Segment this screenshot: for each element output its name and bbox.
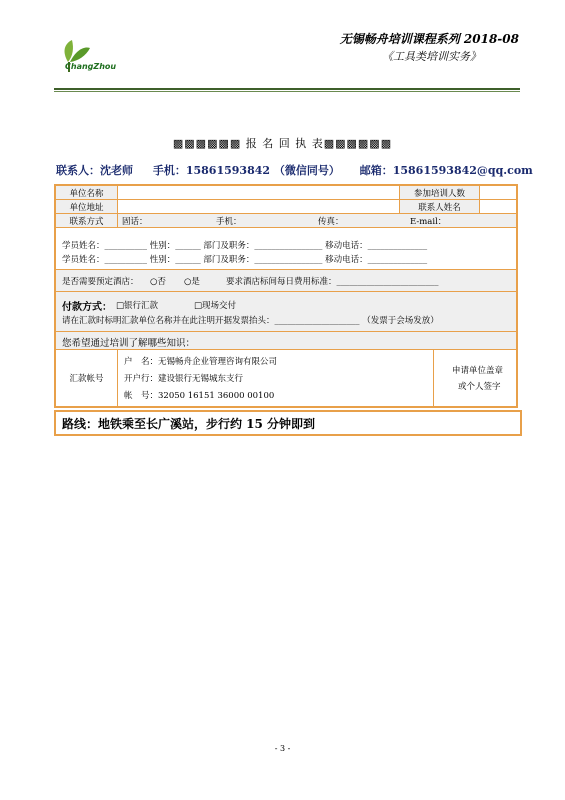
- participants-field[interactable]: [480, 186, 516, 199]
- contact-name-label: 联系人姓名: [400, 200, 480, 213]
- seal-line-1: 申请单位盖章: [452, 366, 504, 376]
- fax-label: 传真：: [318, 217, 344, 227]
- company-name-field[interactable]: [118, 186, 400, 199]
- form-title: ▩▩▩▩▩▩ 报 名 回 执 表▩▩▩▩▩▩: [172, 137, 393, 150]
- payment-onsite-checkbox[interactable]: □现场交付: [194, 301, 237, 311]
- page-number: - 3 -: [274, 744, 291, 753]
- bank-details: [118, 350, 434, 406]
- row-address: [56, 200, 516, 214]
- logo-text: ChangZhou: [65, 62, 117, 71]
- row-company: [56, 186, 516, 200]
- row-hotel: [56, 270, 516, 292]
- contact-email: 邮箱：15861593842@qq.com: [359, 164, 533, 177]
- account-number: 帐 号：32050 16151 36000 00100: [124, 391, 275, 401]
- contact-phone: 手机：15861593842 （微信同号）: [152, 164, 340, 177]
- hotel-standard: 要求酒店标间每日费用标准：________________________: [226, 277, 439, 287]
- invoice-note: 请在汇款时标明汇款单位名称并在此注明开据发票抬头：____________________ （发票于会场发放）: [62, 316, 439, 326]
- contact-method-label: 联系方式: [56, 214, 118, 227]
- company-logo: [54, 38, 126, 78]
- account-name: 户 名：无锡畅舟企业管理咨询有限公司: [124, 357, 278, 367]
- email-label: E-mail：: [410, 217, 447, 227]
- header-rule: [54, 88, 520, 90]
- contact-line: [56, 162, 549, 178]
- payment-bank-checkbox[interactable]: □银行汇款: [116, 301, 159, 311]
- row-topics: [56, 332, 516, 350]
- header-rule-thin: [54, 91, 520, 92]
- student-line-1[interactable]: 学员姓名：__________ 性别：______ 部门及职务：________________ 移动电话：______________: [62, 241, 428, 251]
- address-label: 单位地址: [56, 200, 118, 213]
- contact-person: 联系人：沈老师: [56, 164, 133, 177]
- leaf-logo-icon: [54, 38, 126, 78]
- route-info: 路线：地铁乘至长广溪站，步行约 15 分钟即到: [54, 410, 522, 436]
- series-title: 无锡畅舟培训课程系列 2018-08: [339, 32, 519, 46]
- mobile-label: 手机：: [216, 217, 242, 227]
- company-name-label: 单位名称: [56, 186, 118, 199]
- seal-line-2: 或个人签字: [458, 382, 501, 392]
- bank-branch: 开户行：建设银行无锡城东支行: [124, 374, 244, 384]
- course-title: 《工具类培训实务》: [382, 50, 481, 63]
- row-bank: [56, 350, 516, 406]
- registration-form: [54, 184, 518, 408]
- address-field[interactable]: [118, 200, 400, 213]
- payment-label: 付款方式：: [62, 302, 112, 313]
- row-students: [56, 228, 516, 270]
- row-payment: [56, 292, 516, 332]
- hotel-no-radio[interactable]: ○否: [150, 277, 166, 287]
- student-line-2[interactable]: 学员姓名：__________ 性别：______ 部门及职务：________________ 移动电话：______________: [62, 255, 428, 265]
- bank-label: 汇款帐号: [56, 350, 118, 406]
- contact-name-field[interactable]: [480, 200, 516, 213]
- topics-label: 您希望通过培训了解哪些知识：: [62, 338, 196, 349]
- hotel-question: 是否需要预定酒店：: [62, 277, 139, 287]
- hotel-yes-radio[interactable]: ○是: [184, 277, 200, 287]
- participants-label: 参加培训人数: [400, 186, 480, 199]
- row-contact-method: [56, 214, 516, 228]
- landline-label: 固话：: [122, 217, 148, 227]
